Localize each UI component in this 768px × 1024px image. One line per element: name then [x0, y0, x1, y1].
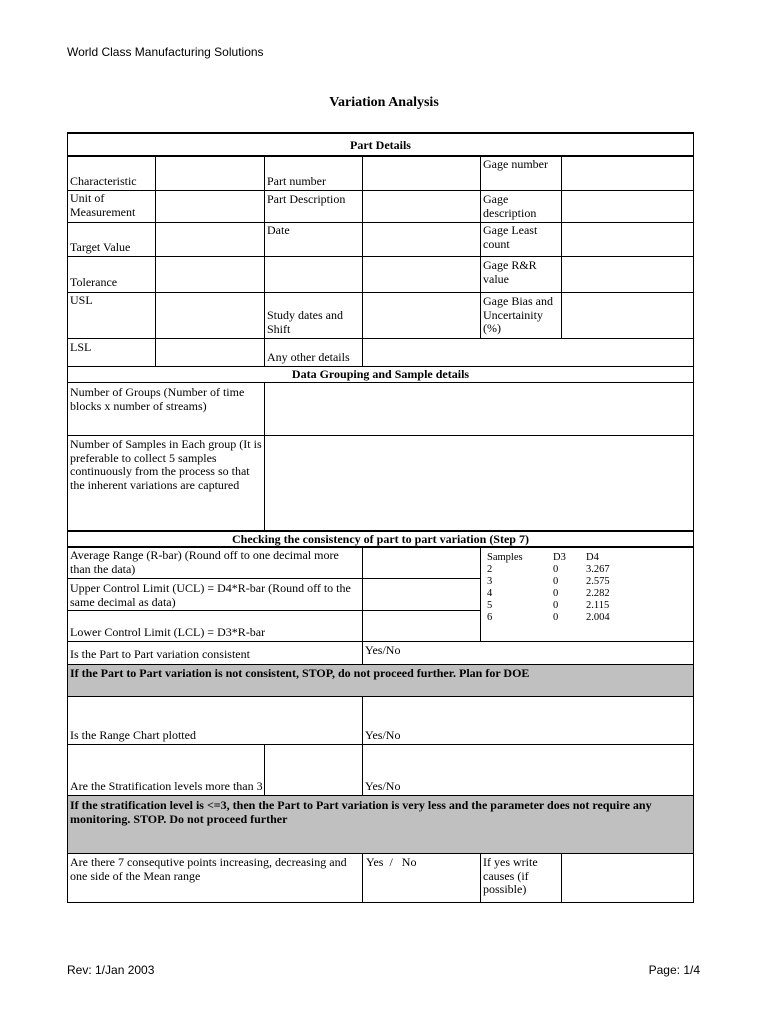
constants-cell: 3.267 [586, 564, 610, 575]
tolerance-label: Tolerance [70, 275, 118, 289]
number-of-groups-label: Number of Groups (Number of time blocks x number of streams) [70, 385, 245, 413]
average-range-label: Average Range (R-bar) (Round off to one decimal more than the data) [70, 548, 339, 576]
constants-cell: 2.282 [586, 588, 610, 599]
constants-header-d4: D4 [586, 552, 599, 563]
constants-cell: 0 [553, 612, 559, 623]
part-description-label: Part Description [267, 192, 346, 206]
gage-rr-label: Gage R&R value [483, 258, 537, 286]
gage-description-label: Gage description [483, 192, 537, 220]
gage-least-count-label: Gage Least count [483, 223, 538, 251]
unit-of-measurement-label: Unit of Measurement [70, 191, 136, 219]
constants-cell: 2 [487, 564, 493, 575]
constants-header-samples: Samples [487, 552, 523, 563]
range-chart-question: Is the Range Chart plotted [70, 728, 196, 742]
usl-label: USL [70, 293, 93, 307]
stop-note: If the Part to Part variation is not consistent, STOP, do not proceed further. Plan for DOE [70, 666, 530, 680]
constants-cell: 0 [553, 576, 559, 587]
causes-label: If yes write causes (if possible) [483, 855, 538, 896]
part-number-label: Part number [267, 174, 326, 188]
seven-points-question: Are there 7 consequtive points increasing, decreasing and one side of the Mean range [70, 855, 347, 883]
data-grouping-title: Data Grouping and Sample details [291, 367, 470, 381]
consistency-answer: Yes/No [365, 643, 401, 657]
constants-cell: 4 [487, 588, 493, 599]
other-details-label: Any other details [267, 350, 350, 364]
constants-cell: 2.115 [586, 600, 610, 611]
lsl-label: LSL [70, 340, 92, 354]
stratification-question: Are the Stratification levels more than 3 [70, 779, 263, 793]
constants-cell: 3 [487, 576, 493, 587]
characteristic-label: Characteristic [70, 174, 137, 188]
range-chart-answer: Yes/No [365, 728, 401, 742]
lcl-label: Lower Control Limit (LCL) = D3*R-bar [70, 625, 266, 639]
constants-cell: 6 [487, 612, 493, 623]
constants-cell: 2.575 [586, 576, 610, 587]
constants-cell: 0 [553, 588, 559, 599]
seven-points-answer: Yes / No [366, 855, 417, 869]
page-number: Page: 1/4 [648, 963, 700, 977]
constants-cell: 0 [553, 564, 559, 575]
revision-label: Rev: 1/Jan 2003 [67, 963, 155, 977]
consistency-title: Checking the consistency of part to part variation (Step 7) [232, 532, 529, 546]
stratification-answer: Yes/No [365, 779, 401, 793]
consistency-question: Is the Part to Part variation consistent [70, 647, 250, 661]
gage-bias-label: Gage Bias and Uncertainity (%) [483, 294, 553, 335]
constants-cell: 5 [487, 600, 493, 611]
constants-header-d3: D3 [553, 552, 566, 563]
samples-per-group-label: Number of Samples in Each group (It is preferable to collect 5 samples continuously from the process so that the inherent variations are captured [70, 437, 262, 492]
constants-cell: 2.004 [586, 612, 610, 623]
gage-number-label: Gage number [483, 157, 548, 171]
document-title: Variation Analysis [329, 95, 439, 110]
constants-cell: 0 [553, 600, 559, 611]
date-label: Date [267, 223, 290, 237]
part-details-title: Part Details [350, 138, 411, 152]
ucl-label: Upper Control Limit (UCL) = D4*R-bar (Round off to the same decimal as data) [70, 581, 351, 609]
company-name: World Class Manufacturing Solutions [67, 45, 264, 59]
study-dates-label: Study dates and Shift [267, 308, 343, 336]
stratification-note: If the stratification level is <=3, then the Part to Part variation is very less and the parameter does not require any monitoring. STOP. Do not proceed further [70, 798, 652, 826]
target-value-label: Target Value [70, 240, 131, 254]
